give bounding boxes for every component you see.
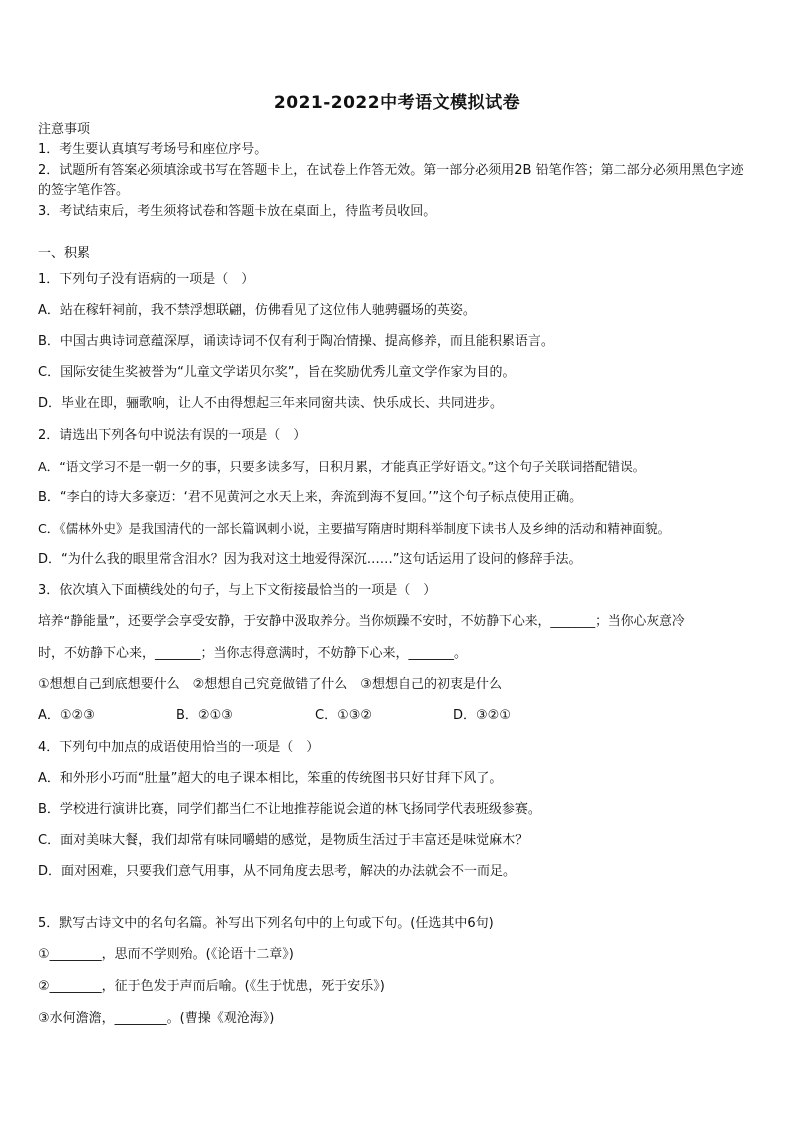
q4-option-c: C．面对美味大餐，我们却常有味同嚼蜡的感觉，是物质生活过于丰富还是味觉麻木？: [38, 833, 529, 848]
q2-option-c: C．《儒林外史》是我国清代的一部长篇讽刺小说，主要描写隋唐时期科举制度下读书人及乡绅的活动和精神面貌。: [38, 521, 671, 536]
q5-stem: 5．默写古诗文中的名句名篇。补写出下列名句中的上句或下句。(任选其中6句): [38, 916, 494, 931]
q5-item-1: ①________，思而不学则殆。(《论语十二章》): [38, 947, 294, 962]
q1-option-a: A．站在稼轩祠前，我不禁浮想联翩，仿佛看见了这位伟人驰骋疆场的英姿。: [38, 303, 476, 318]
q3-passage-line-1: 培养“静能量”，还要学会享受安静，于安静中汲取养分。当你烦躁不安时，不妨静下心来，_______；当你心灰意冷: [38, 614, 685, 629]
notice-item-1: 1．考生要认真填写考场号和座位序号。: [38, 142, 268, 157]
q3-option-a: A．①②③: [38, 708, 95, 723]
q4-option-b: B．学校进行演讲比赛，同学们都当仁不让地推荐能说会道的林飞扬同学代表班级参赛。: [38, 802, 541, 817]
q3-choices: ①想想自己到底想要什么 ②想想自己究竟做错了什么 ③想想自己的初衷是什么: [38, 677, 502, 692]
q3-passage-line-2: 时，不妨静下心来，_______；当你志得意满时，不妨静下心来，_______。: [38, 646, 468, 661]
q3-option-c: C．①③②: [315, 708, 373, 723]
q5-item-3: ③水何澹澹，________。(曹操《观沧海》): [38, 1011, 275, 1026]
q1-option-b: B．中国古典诗词意蕴深厚，诵读诗词不仅有利于陶冶情操、提高修养，而且能积累语言。: [38, 334, 554, 349]
notice-heading: 注意事项: [38, 122, 91, 137]
q2-option-b: B．“李白的诗大多豪迈：‘君不见黄河之水天上来，奔流到海不复回。’”这个句子标点使用正确。: [38, 490, 583, 505]
q4-stem: 4．下列句中加点的成语使用恰当的一项是（ ）: [38, 740, 320, 755]
section-heading: 一、积累: [38, 246, 91, 261]
q4-option-d: D．面对困难，只要我们意气用事，从不同角度去思考，解决的办法就会不一而足。: [38, 864, 517, 879]
q3-option-b: B．②①③: [176, 708, 233, 723]
q1-option-c: C．国际安徒生奖被誉为“儿童文学诺贝尔奖”，旨在奖励优秀儿童文学作家为目的。: [38, 365, 516, 380]
q2-option-d: D．“为什么我的眼里常含泪水？因为我对这土地爱得深沉……”这句话运用了设问的修辞手法。: [38, 552, 582, 567]
q2-stem: 2．请选出下列各句中说法有误的一项是（ ）: [38, 428, 307, 443]
q1-option-d: D．毕业在即，骊歌响，让人不由得想起三年来同窗共读、快乐成长、共同进步。: [38, 396, 504, 411]
notice-item-2: 2．试题所有答案必须填涂或书写在答题卡上，在试卷上作答无效。第一部分必须用2B 铅笔作答；第二部分必须用黑色字迹的签字笔作答。: [38, 163, 744, 198]
q5-item-2: ②________，征于色发于声而后喻。(《生于忧患，死于安乐》): [38, 979, 385, 994]
q2-option-a: A．“语文学习不是一朝一夕的事，只要多读多写，日积月累，才能真正学好语文。”这个句子关联词搭配错误。: [38, 459, 646, 474]
page-title: 2021-2022中考语文模拟试卷: [273, 93, 521, 113]
q4-option-a: A．和外形小巧而“肚量”超大的电子课本相比，笨重的传统图书只好甘拜下风了。: [38, 771, 503, 786]
q3-option-d: D．③②①: [453, 708, 511, 723]
q1-stem: 1．下列句子没有语病的一项是（ ）: [38, 272, 255, 287]
q3-stem: 3．依次填入下面横线处的句子，与上下文衔接最恰当的一项是（ ）: [38, 583, 437, 598]
notice-item-3: 3．考试结束后，考生须将试卷和答题卡放在桌面上，待监考员收回。: [38, 204, 437, 219]
